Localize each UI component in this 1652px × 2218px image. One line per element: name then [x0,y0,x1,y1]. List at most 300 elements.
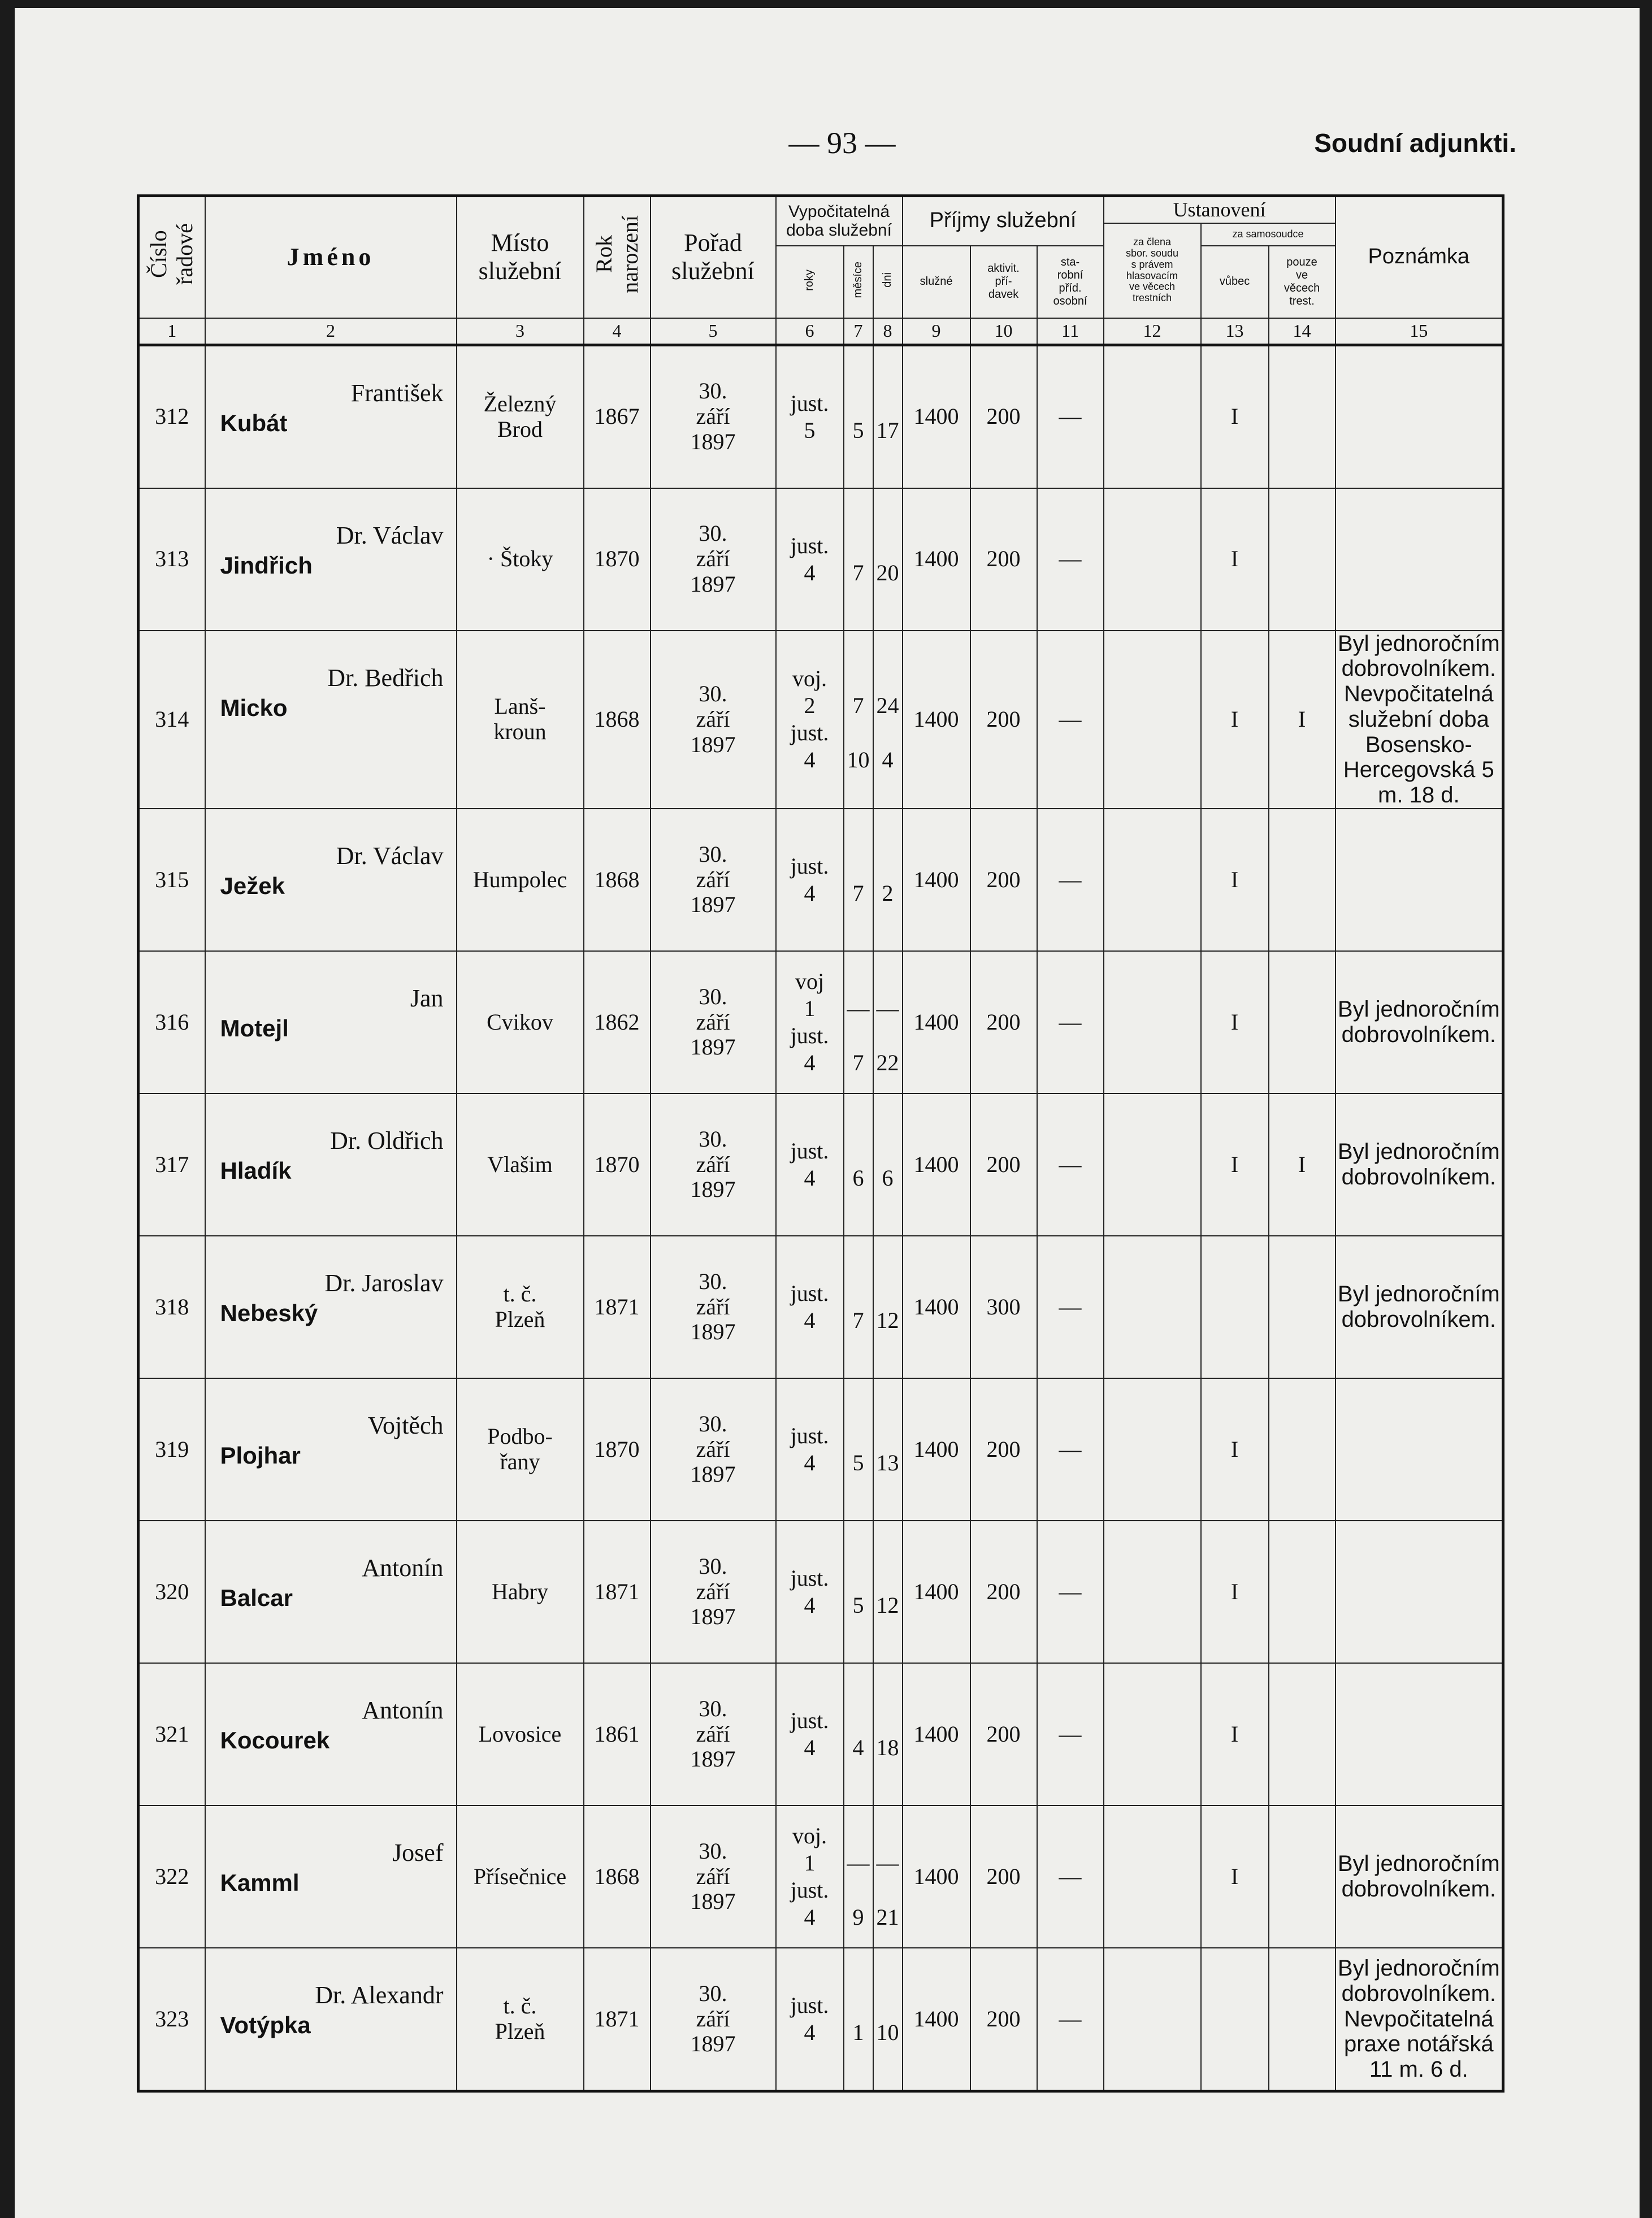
salary: 1400 [903,809,970,951]
name-cell [205,809,457,951]
table-row [138,951,1503,1093]
column-number: 7 [844,318,873,345]
col-header-rok: Rok narození [584,196,651,318]
appointment-criminal [1269,1948,1336,2091]
service-years [776,1948,844,2091]
service-place: Lovosice [457,1663,584,1805]
service-days-line: 10 [876,2020,899,2046]
register-rows [138,345,1503,2091]
appointment-criminal: I [1269,631,1336,809]
column-number: 4 [584,318,651,345]
appointment-criminal [1269,1805,1336,1948]
remark: Byl jednoročním dobrovolníkem. Nevpočitatelná služební doba Bosensko-Hercegovská 5 m. 18 d. [1336,631,1503,809]
service-months-line [844,719,873,746]
surname: Motejl [220,1015,289,1042]
service-days [873,1948,903,2091]
service-days-line [874,665,902,692]
appointment-criminal: I [1269,1093,1336,1236]
remark: Byl jednoročním dobrovolníkem. [1336,951,1503,1093]
service-months-line: 10 [847,747,870,773]
scan-edge-top [0,0,1652,8]
service-days-line: — [876,996,899,1022]
age-allowance: — [1037,1805,1104,1948]
page-number: — 93 — [788,126,896,160]
service-years-line: voj. [792,666,827,692]
col-header-samosoudce: za samosoudce [1201,223,1336,246]
service-months-line [844,390,873,417]
service-months [844,809,873,951]
service-years-line: 1 [804,1850,816,1876]
service-order: 30. září 1897 [651,1663,776,1805]
surname: Micko [220,694,288,721]
appointment-criminal [1269,488,1336,631]
service-days [873,1663,903,1805]
name-cell [205,1948,457,2091]
service-days-line [874,532,902,559]
appointment-member [1104,1378,1201,1521]
appointment-member [1104,1093,1201,1236]
appointment-criminal [1269,1663,1336,1805]
remark [1336,1378,1503,1521]
column-number-row [138,318,1503,345]
birth-year: 1870 [584,1093,651,1236]
service-months-line [844,1565,873,1592]
service-years-line: just. [790,1023,829,1049]
service-order: 30. září 1897 [651,1093,776,1236]
service-months-line [844,1822,873,1850]
service-months-line [844,1992,873,2019]
activity-allowance: 200 [970,951,1037,1093]
row-number: 316 [138,951,205,1093]
col-header-poznamka: Poznámka [1336,196,1503,318]
service-years-line: just. [790,720,829,746]
appointment-general: I [1201,631,1269,809]
service-place: Přísečnice [457,1805,584,1948]
service-days [873,1521,903,1663]
first-name: Josef [392,1839,444,1867]
service-years [776,1093,844,1236]
service-years [776,1805,844,1948]
service-years-line: 4 [804,1904,816,1930]
age-allowance: — [1037,1948,1104,2091]
service-place: Lanš- kroun [457,631,584,809]
service-months [844,1521,873,1663]
col-header-roky: roky [776,246,844,318]
row-number: 321 [138,1663,205,1805]
col-header-misto: Místo služební [457,196,584,318]
age-allowance: — [1037,1663,1104,1805]
service-days-line [874,1138,902,1165]
service-years-line: 2 [804,693,816,719]
row-number: 317 [138,1093,205,1236]
service-months-line: 5 [852,1450,864,1476]
service-days [873,345,903,488]
surname: Kamml [220,1869,300,1896]
first-name: Dr. Václav [336,842,444,870]
activity-allowance: 200 [970,345,1037,488]
service-months [844,1236,873,1378]
col-header-aktivit: aktivit. pří- davek [970,246,1037,318]
service-months-line: 1 [852,2020,864,2046]
column-number: 9 [903,318,970,345]
first-name: František [350,379,444,407]
table-row [138,1236,1503,1378]
service-years [776,1378,844,1521]
row-number: 319 [138,1378,205,1521]
age-allowance: — [1037,1236,1104,1378]
name-cell [205,1378,457,1521]
service-days [873,1805,903,1948]
service-place: t. č. Plzeň [457,1948,584,2091]
col-header-vubec: vůbec [1201,246,1269,318]
name-cell [205,488,457,631]
column-number: 3 [457,318,584,345]
service-months [844,951,873,1093]
remark [1336,345,1503,488]
service-months-line [844,665,873,692]
column-number: 12 [1104,318,1201,345]
age-allowance: — [1037,345,1104,488]
name-cell [205,951,457,1093]
service-years-line: just. [790,1138,829,1164]
activity-allowance: 200 [970,1378,1037,1521]
service-years-line: 4 [804,1308,816,1334]
service-days [873,809,903,951]
service-days-line [874,853,902,880]
service-years-line: just. [790,1877,829,1903]
service-days-line [874,1022,902,1049]
first-name: Dr. Alexandr [315,1981,444,2009]
appointment-member [1104,1948,1201,2091]
column-number: 11 [1037,318,1104,345]
row-number: 320 [138,1521,205,1663]
surname: Ježek [220,873,285,900]
appointment-general: I [1201,1378,1269,1521]
service-days [873,631,903,809]
service-months [844,1805,873,1948]
row-number: 323 [138,1948,205,2091]
birth-year: 1861 [584,1663,651,1805]
salary: 1400 [903,1521,970,1663]
service-years-line: just. [790,532,829,558]
col-header-prijmy: Příjmy služební [903,196,1104,246]
service-place: t. č. Plzeň [457,1236,584,1378]
service-place: Železný Brod [457,345,584,488]
appointment-general: I [1201,1521,1269,1663]
service-place: Habry [457,1521,584,1663]
service-years-line: 4 [804,1450,816,1476]
salary: 1400 [903,631,970,809]
age-allowance: — [1037,951,1104,1093]
appointment-criminal [1269,951,1336,1093]
service-days-line: — [876,1850,899,1876]
remark [1336,809,1503,951]
service-months [844,1663,873,1805]
activity-allowance: 200 [970,631,1037,809]
service-years-line: just. [790,1565,829,1591]
surname: Hladík [220,1157,292,1184]
service-days-line [874,968,902,995]
service-months-line [844,1138,873,1165]
appointment-criminal [1269,345,1336,488]
service-years-line: 4 [804,1735,816,1761]
table-row [138,345,1503,488]
column-number: 5 [651,318,776,345]
birth-year: 1871 [584,1236,651,1378]
birth-year: 1862 [584,951,651,1093]
service-order: 30. září 1897 [651,1236,776,1378]
service-years-line: just. [790,1993,829,2019]
surname: Kubát [220,409,288,436]
remark: Byl jednoročním dobrovolníkem. Nevpočitatelná praxe notářská 11 m. 6 d. [1336,1948,1503,2091]
age-allowance: — [1037,1093,1104,1236]
age-allowance: — [1037,809,1104,951]
service-years [776,809,844,951]
name-cell [205,1521,457,1663]
appointment-general [1201,1236,1269,1378]
first-name: Vojtěch [367,1412,444,1440]
salary: 1400 [903,1663,970,1805]
scan-edge-left [0,0,15,2218]
service-order: 30. září 1897 [651,1521,776,1663]
service-order: 30. září 1897 [651,951,776,1093]
salary: 1400 [903,1093,970,1236]
service-days-line: 18 [876,1735,899,1761]
service-order: 30. září 1897 [651,1805,776,1948]
service-years-line: just. [790,390,829,416]
service-order: 30. září 1897 [651,1948,776,2091]
service-years-line: just. [790,1708,829,1734]
service-days-line: 6 [882,1165,894,1191]
service-days-line: 17 [876,417,899,443]
service-days-line [874,1565,902,1592]
first-name: Jan [410,984,444,1013]
appointment-member [1104,809,1201,951]
activity-allowance: 200 [970,1521,1037,1663]
service-years-line: voj [795,969,825,995]
service-months-line [844,1422,873,1449]
birth-year: 1867 [584,345,651,488]
col-header-dni: dni [873,246,903,318]
remark: Byl jednoročním dobrovolníkem. [1336,1093,1503,1236]
service-years-line: 4 [804,559,816,585]
salary: 1400 [903,345,970,488]
appointment-general: I [1201,488,1269,631]
age-allowance: — [1037,631,1104,809]
appointment-general: I [1201,1805,1269,1948]
service-days [873,951,903,1093]
service-months-line: 4 [852,1735,864,1761]
salary: 1400 [903,488,970,631]
row-number: 318 [138,1236,205,1378]
service-years-line: just. [790,1281,829,1307]
birth-year: 1868 [584,1805,651,1948]
service-years-line: 4 [804,880,816,906]
table-row [138,631,1503,809]
appointment-member [1104,1663,1201,1805]
birth-year: 1868 [584,809,651,951]
table-row [138,1521,1503,1663]
service-days-line [874,1422,902,1449]
service-months-line [844,1022,873,1049]
surname: Balcar [220,1585,293,1612]
service-months-line: 7 [852,1308,864,1334]
appointment-member [1104,488,1201,631]
appointment-criminal [1269,809,1336,951]
birth-year: 1870 [584,1378,651,1521]
service-days [873,1236,903,1378]
col-header-cislo: Číslo řadové [138,196,205,318]
first-name: Dr. Oldřich [330,1127,444,1155]
service-days-line [874,1707,902,1734]
first-name: Antonín [362,1554,444,1582]
name-cell [205,631,457,809]
service-days-line: 12 [876,1592,899,1618]
column-number: 2 [205,318,457,345]
service-years-line: 4 [804,747,816,773]
service-months-line: 7 [852,1050,864,1076]
activity-allowance: 200 [970,1948,1037,2091]
service-place: Cvikov [457,951,584,1093]
service-years-line: just. [790,853,829,879]
service-months-line [844,968,873,995]
service-months [844,1948,873,2091]
service-order: 30. září 1897 [651,809,776,951]
appointment-member [1104,951,1201,1093]
col-header-jmeno: Jméno [205,196,457,318]
row-number: 322 [138,1805,205,1948]
service-years [776,631,844,809]
service-months-line: — [847,996,870,1022]
column-number: 10 [970,318,1037,345]
service-months-line [844,532,873,559]
service-years [776,488,844,631]
service-years [776,345,844,488]
service-days-line [874,1877,902,1904]
service-years-line: 1 [804,996,816,1022]
first-name: Antonín [362,1696,444,1725]
service-months-line: 5 [852,1592,864,1618]
appointment-member [1104,631,1201,809]
appointment-member [1104,1521,1201,1663]
remark [1336,1663,1503,1805]
activity-allowance: 200 [970,488,1037,631]
appointment-general: I [1201,345,1269,488]
remark: Byl jednoročním dobrovolníkem. [1336,1236,1503,1378]
activity-allowance: 200 [970,1805,1037,1948]
table-row [138,1378,1503,1521]
service-days-line [874,719,902,746]
row-number: 312 [138,345,205,488]
table-row [138,809,1503,951]
row-number: 314 [138,631,205,809]
service-order: 30. září 1897 [651,1378,776,1521]
service-years [776,1236,844,1378]
service-days-line [874,390,902,417]
name-cell [205,345,457,488]
service-months [844,488,873,631]
service-place: Humpolec [457,809,584,951]
name-cell [205,1663,457,1805]
salary: 1400 [903,1236,970,1378]
name-cell [205,1236,457,1378]
service-months-line [844,1707,873,1734]
service-place: Vlašim [457,1093,584,1236]
first-name: Dr. Václav [336,521,444,549]
service-days-line: 4 [882,747,894,773]
service-months-line: 6 [852,1165,864,1191]
service-days-line: 13 [876,1450,899,1476]
salary: 1400 [903,1378,970,1521]
salary: 1400 [903,1805,970,1948]
service-order: 30. září 1897 [651,631,776,809]
row-number: 313 [138,488,205,631]
appointment-general: I [1201,951,1269,1093]
activity-allowance: 300 [970,1236,1037,1378]
appointment-general: I [1201,1663,1269,1805]
service-place: · Štoky [457,488,584,631]
appointment-general: I [1201,809,1269,951]
birth-year: 1871 [584,1521,651,1663]
service-years-line: just. [790,1423,829,1449]
service-months-line [844,1280,873,1307]
table-row [138,1093,1503,1236]
scan-edge-right [1640,0,1652,2218]
row-number: 315 [138,809,205,951]
surname: Nebeský [220,1300,318,1327]
service-years [776,1663,844,1805]
register-table [137,194,1504,2093]
service-days-line: 24 [876,693,899,719]
service-months-line: — [847,1850,870,1876]
service-months [844,1093,873,1236]
appointment-general [1201,1948,1269,2091]
column-number: 1 [138,318,205,345]
service-months-line: 7 [852,693,864,719]
first-name: Dr. Bedřich [327,663,444,692]
surname: Votýpka [220,2012,311,2039]
service-years-line: 4 [804,1165,816,1191]
service-years [776,1521,844,1663]
table-row [138,1948,1503,2091]
salary: 1400 [903,1948,970,2091]
service-days-line: 21 [876,1904,899,1930]
table-row [138,1805,1503,1948]
service-months [844,631,873,809]
col-header-ustanoveni: Ustanovení [1104,196,1336,223]
service-order: 30. září 1897 [651,488,776,631]
service-days-line: 2 [882,880,894,906]
appointment-member [1104,345,1201,488]
appointment-member [1104,1236,1201,1378]
service-months-line [844,853,873,880]
page-header [0,125,1652,171]
service-years-line: 5 [804,417,816,443]
remark [1336,1521,1503,1663]
service-months [844,345,873,488]
activity-allowance: 200 [970,809,1037,951]
service-days-line: 22 [876,1050,899,1076]
column-number: 13 [1201,318,1269,345]
service-place: Podbo- řany [457,1378,584,1521]
service-years-line: 4 [804,2020,816,2046]
age-allowance: — [1037,1378,1104,1521]
surname: Kocourek [220,1727,330,1754]
first-name: Dr. Jaroslav [324,1269,444,1297]
appointment-general: I [1201,1093,1269,1236]
service-months-line: 9 [852,1904,864,1930]
col-header-statni: sta- robní příd. osobní [1037,246,1104,318]
